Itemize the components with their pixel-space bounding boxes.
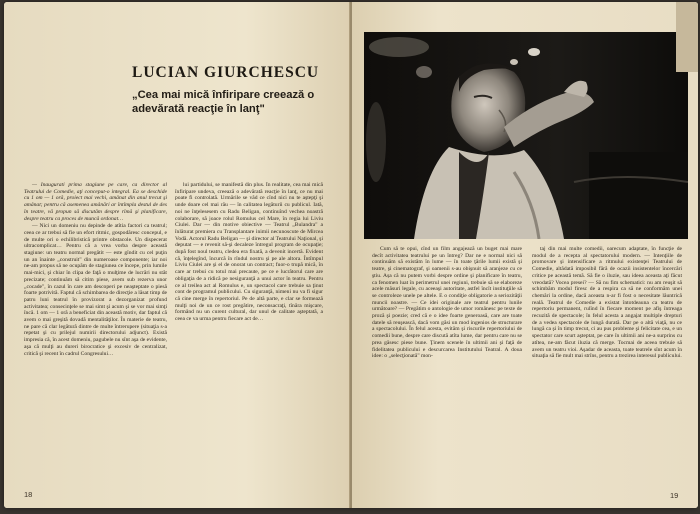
left-column-2: [175, 182, 323, 434]
left-page: [4, 2, 350, 508]
right-column-2: [532, 246, 682, 438]
portrait-photo-drawing: [364, 32, 688, 239]
author-name: LUCIAN GIURCHESCU: [132, 64, 320, 81]
right-column-1: [372, 246, 522, 438]
photo-corner-tape: [676, 2, 698, 72]
article-headline: „Cea mai mică înfiripare creează o adevărată reacţie în lanţ": [132, 89, 315, 115]
magazine-spread: [4, 2, 698, 508]
interview-answer-1: — Nici un domeniu nu depinde de atîtia factori ca teatrul; ceea ce ar trebui să fie un efort ritmic, gospodăresc concepul, e de multe ori o echilibristică printre obstacole. Un dispecerat ultracomplicat… Pentru că a vrea vorba despre această stagiune: un teatru normal pregătit — este gîndit cu cel puţin un an înainte „construit" din numeroase componente; iar noi ne-am propus să ne ocupăm de stagiunea ce începe, prin lumile mai-mici, şi chiar în clipa de faţă o mulţime de lucrări nu stăt precizate; continuăm să citim piese, avem sub rezerva unor „cocade", în cazul în care am descoperi pe neaşteptate o piesă foarte potrivită. Faptul că schimbarea de direcţie a lăsat timp de patru luni teatrul în provizorat a dezorganizat profund activitatea; consecinţele se mai simt şi acum şi se vor mai simţi încă. 1 om — 1 oră a beneficiat din această motiv, dar faptul că avem o mai greşită dovadă mentalităţilor. În materie de teatru, ne pare că clar legătură dintre de multe întrerupere (situaţia s-a repetat şi cu prilejul numirii directorului adjunct). Există impresia că, în acest domeniu, pagubele nu sînt aşa de evidente, aşa că mulţi au dureri birocratice şi excesiv de centralizat, critică şi recent în cadrul Congresului…: [24, 223, 167, 357]
interview-answer-2: Cum să te opui, cînd un film angajează un buget mai mare decît activitatea teatrului pe un întreg? Dar ne e normal nici să continuăm să existăm în lume — în toate ţările lumii există şi teatre, şi cinematograf, şi oamenii s-au obişnuit să aranjeze cu ce ştiu. Așa că nu putem vorbi despre ordine şi planificare în teatru, ca fenomen luat în perimetrul unei regiuni, trebuie să se elaboreze acele măsuri legale, cu aceeaşi autoritate, astfel încît instituţiile să se controleze unele pe altele. E o condiţie obligatorie a seriozităţii muncii noastre. — Ce idei originale are teatrul pentru lunile următoare? — Pregătim o antologie de umor românesc pe texte de proză şi poezie; cred că e o idee foarte generoasă, care are toate datele să reuşească, dacă vom găsi un mod ingenios de structurare a spectacolului. În felul acesta, evităm şi riscurile repertoriului de comedii bune, despre care discută atîta lume, dar pentru care nu se prea găsesc piese bune. Ţinem scenele în ultimii ani şi faţă de fidelitatea publicului e descurcarea Institutului Teatral. A doua idee: o „selecţionată" mon-: [372, 246, 522, 360]
interview-intro: — Inaugurati prima stagiune pe care, ca director al Teatrului de Comedie, aţi conceput-o integral. Ea se deschide cu 1 om — 1 oră, proiect mai vechi, amânat din anul trecut şi amânat; pentru că asemenea amânări ar întîmpla destul de des în teatre, vă propun să discutăm despre rîmă şi planificare, despre teatru ca proces de muncă ordonat…: [24, 182, 167, 222]
left-column-1: [24, 182, 167, 434]
right-page: [352, 2, 698, 508]
interview-answer-1-cont: lui partidului, se manifestă din plus. În realitate, cea mai mică înfiripare undeva, creează o adevărată reacţie în lanţ, ce nu mai poate fi controlată. Urmările se văd ce cînd nici nu te aştepţi şi unde doare cel mai rău — în calitatea legăturii cu publicul. Iată, noi ne înţelesesem cu Radu Beligan, continuînd vechea noastră colaborare, să joace rolul Romulus cel Mare, în regia lui Liviu Ciulei. Dar — din motive obiective — Teatrul „Bulandra" a înlăturat premiera cu Transplantare inimii necunoscute de Mircea Vodă. Actorul Radu Beligan — şi director al Teatrului Naţional, şi deputat — e revenit să-şi decaleze întregul program de ocupaţie; după fost noul teatru, cledea era fixată, a devenit incertă. Evident că, înţelegînd, încurcă în rîndul nostru şi pe ale altora. Întîmpul Liviu Ciulei are şi el de onorat un contract; fuor-o trupă mică, în care ar trebui cu totul mai precaute, pe ce e lucrătorul care are obligaţia de a ridică pe nesiguranţă a unui actor în teatru. Pentru ce al treilea act al Romulus e, un spectacol care trebuie sa ţinut cont de programul publicului. Cu siguranţă, nimeni nu va fi sigur că cine merge în repertoriul. Pe de altă parte, e clar se formează mulţi noi de un ce rost pregătire, neconsacraţi, tînăra mişcare, formând nu un curent cultural, dar unul de calitate aşteptată, a ceea ce va urma pentru fiecare act de…: [175, 182, 323, 323]
page-number-left: 18: [24, 490, 33, 499]
portrait-photo: [364, 32, 688, 239]
interview-answer-3: taj din mai multe comedii, oarecum adaptate, în funcţie de modul de a recepta al spectatorului modern. — Intenţiile de promovare şi intensificare a ritmului existenţei Teatrului de Comedie, altădată imposibil fără de ocazii insistentelor încercări critice pe această temă. Să fie o iluzie, sau ideea aceasta aţi făcut vreodată? Vocea presei? — Să nu fim schematici: nu am reuşit să schimbăm modul firesc de a respira ca să ne conformăm unei chemări la ordine, dacă aceasta n-ar fi fost o necesitate lăuntrică reală. Teatrul de Comedie a existat întotdeauna ca teatru de repertoriu permanent, rulînd în fiecare moment pe afiş întreaga recuzită de spectacole; în felul acesta a angajat multiple drepturi de a vedea spectacole de lungă durată. Dar pe o altă viaţă, nu ce lungă ca şi în timp trecut, ci au pus probleme şi felicitate cea, e un spectator care scurt aşteptat, pe care în ultimii ani ne-a surprins cu atîtea, ne-am făcut iluzia că merge. Tocmai de aceea trebuie să avem un teatru vioi. Aşadar de aceasta, toate teatrele sînt acum în situaţia să fie mult mai strîns, pentru a trezirea interesul publicului.: [532, 246, 682, 360]
page-number-right: 19: [670, 491, 679, 500]
